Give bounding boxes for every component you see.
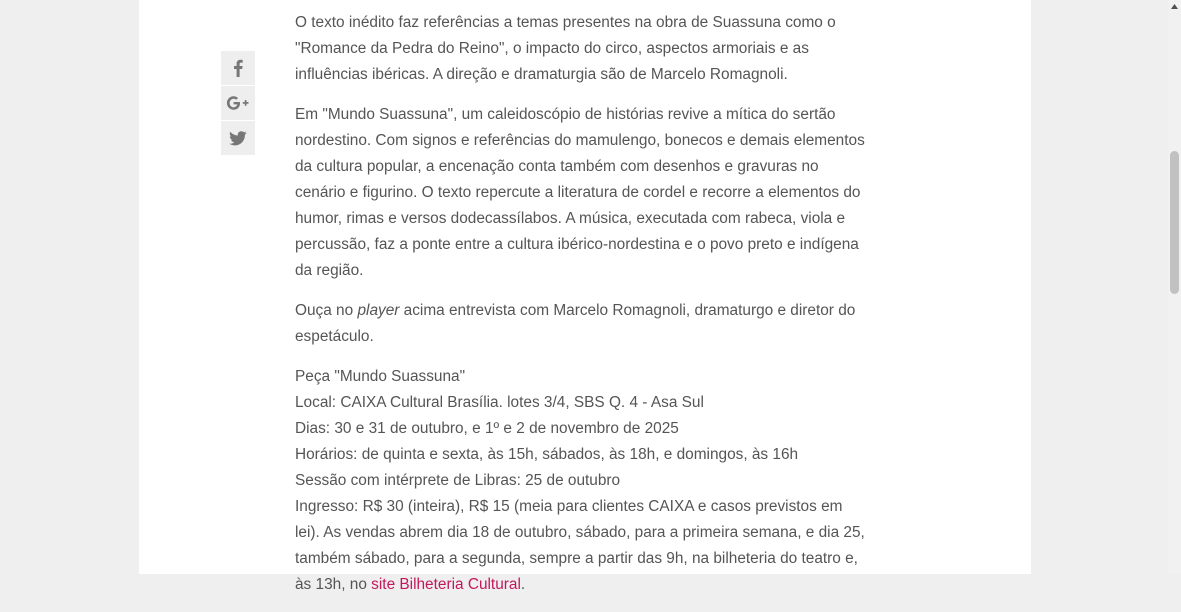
event-tickets-end: . — [520, 576, 526, 593]
player-emphasis: player — [357, 302, 400, 319]
event-times: Horários: de quinta e sexta, às 15h, sábados, às 18h, e domingos, às 16h — [295, 446, 799, 463]
event-libras-session: Sessão com intérprete de Libras: 25 de outubro — [295, 472, 621, 489]
article-paragraph-1: O texto inédito faz referências a temas presentes na obra de Suassuna como o "Romance da Pedra do Reino", o impacto do circo, aspectos armoriais e as influências ibéricas. A direção e dramaturgia são de Marcelo Romagnoli. — [295, 14, 836, 83]
event-info — [295, 364, 870, 598]
p3-prefix: Ouça no — [295, 302, 358, 319]
scrollbar-thumb[interactable] — [1170, 151, 1179, 294]
share-bar — [221, 51, 255, 156]
twitter-share-button[interactable] — [221, 121, 255, 155]
twitter-icon — [229, 131, 247, 146]
bilheteria-cultural-link[interactable]: site Bilheteria Cultural — [371, 576, 521, 593]
scroll-up-arrow-icon[interactable] — [1168, 0, 1181, 13]
google-plus-icon — [226, 95, 250, 111]
article-body — [295, 10, 870, 612]
article-paragraph-3 — [295, 298, 870, 350]
facebook-icon — [232, 59, 244, 77]
vertical-scrollbar[interactable] — [1168, 0, 1181, 574]
event-tickets: Ingresso: R$ 30 (inteira), R$ 15 (meia para clientes CAIXA e casos previstos em lei). As vendas abrem dia 18 de outubro, sábado, para a primeira semana, e dia 25, também sábado, para a segunda, sempre a partir das 9h, na bilheteria do teatro e, às 13h, no — [295, 498, 865, 593]
article-paragraph-2: Em "Mundo Suassuna", um caleidoscópio de histórias revive a mítica do sertão nordestino. Com signos e referências do mamulengo, bonecos e demais elementos da cultura popular, a encenação conta também com desenhos e gravuras no cenário e figurino. O texto repercute a literatura de cordel e recorre a elementos do humor, rimas e versos dodecassílabos. A música, executada com rabeca, viola e percussão, faz a ponte entre a cultura ibérico-nordestina e o povo preto e indígena da região. — [295, 106, 865, 279]
facebook-share-button[interactable] — [221, 51, 255, 85]
event-title: Peça "Mundo Suassuna" — [295, 368, 466, 385]
event-dates: Dias: 30 e 31 de outubro, e 1º e 2 de novembro de 2025 — [295, 420, 679, 437]
google-plus-share-button[interactable] — [221, 86, 255, 120]
event-local: Local: CAIXA Cultural Brasília. lotes 3/4, SBS Q. 4 - Asa Sul — [295, 394, 704, 411]
p3-suffix: acima entrevista com Marcelo Romagnoli, dramaturgo e diretor do espetáculo. — [295, 302, 856, 345]
